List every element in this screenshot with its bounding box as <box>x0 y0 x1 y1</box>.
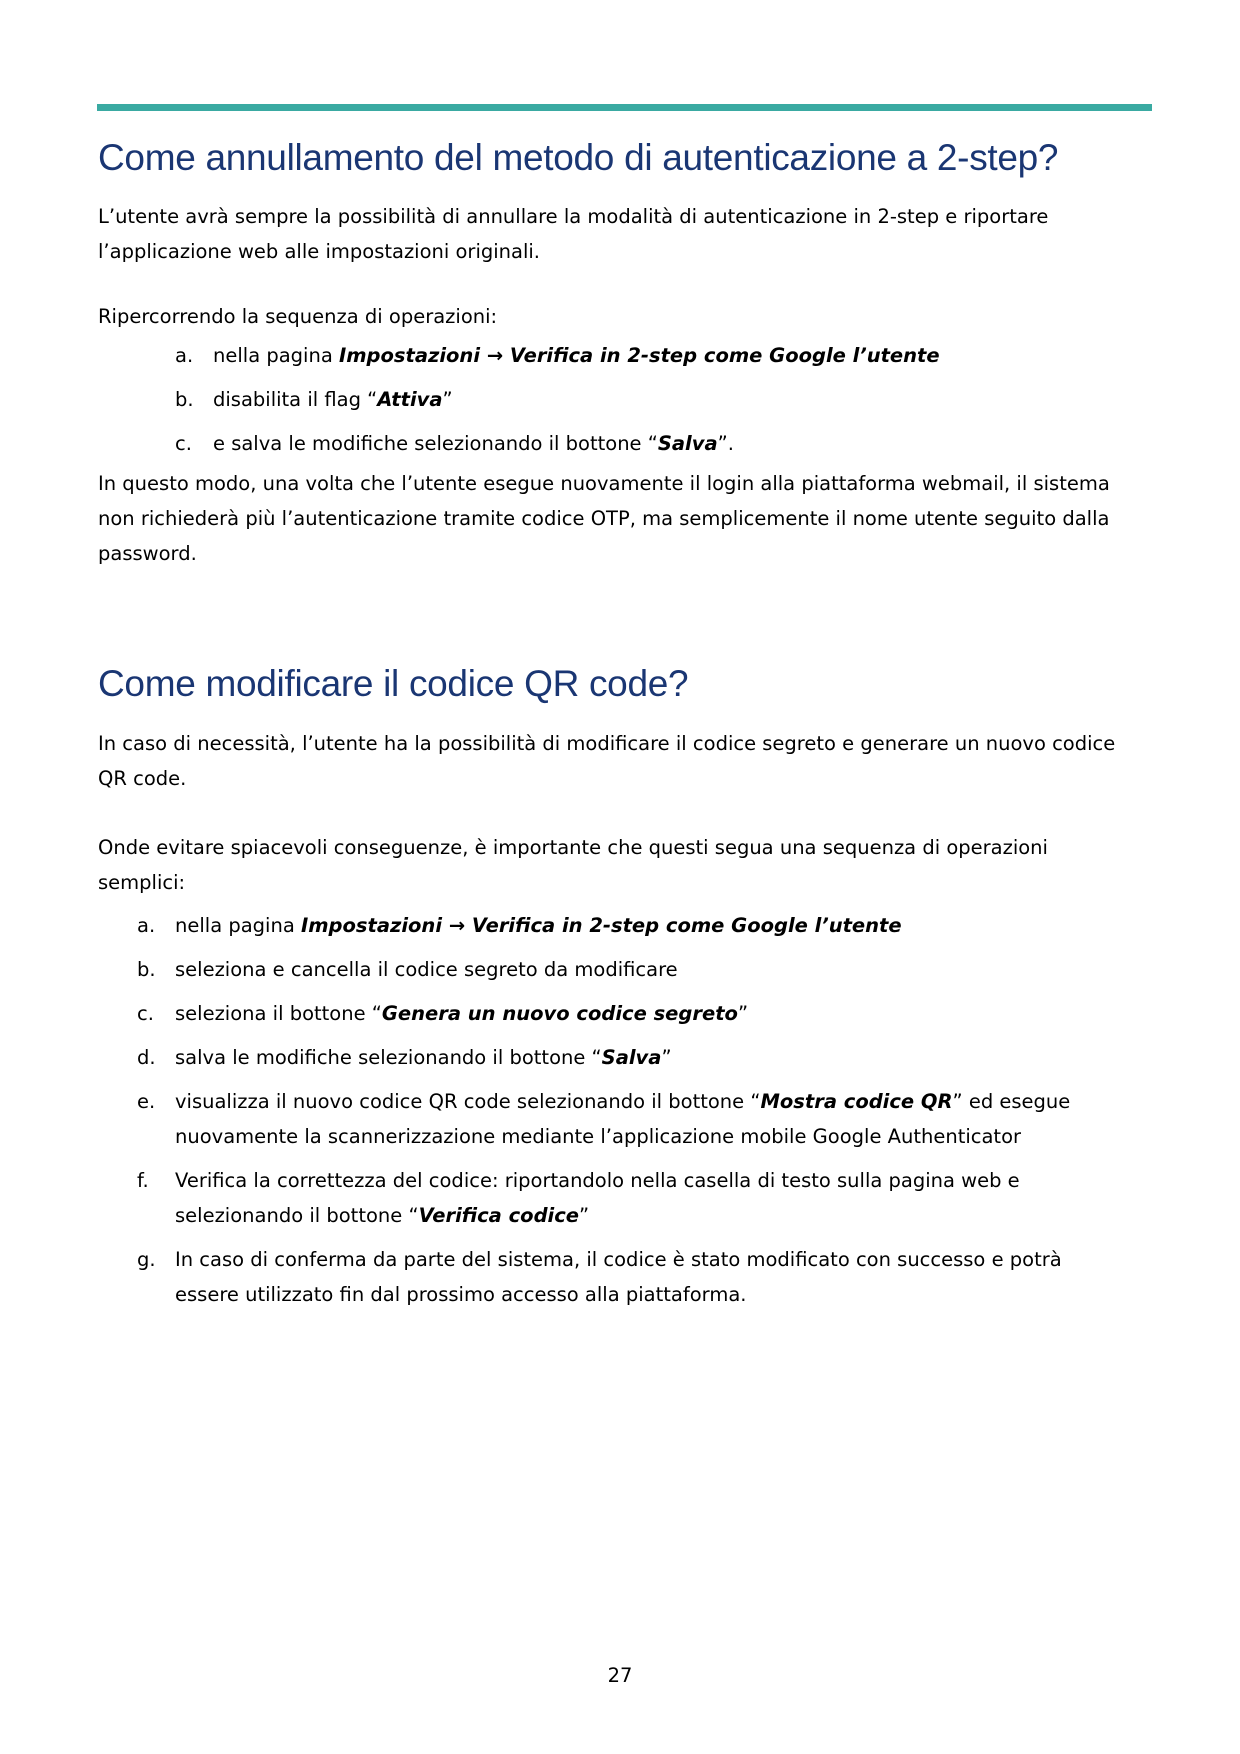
step-text: In caso di conferma da parte del sistema, il codice è stato modificato con successo e potrà essere utilizzato fin dal prossimo accesso alla piattaforma. <box>175 1247 1062 1306</box>
step-text: Verifica la correttezza del codice: riportandolo nella casella di testo sulla pagina web e selezionando il bottone “ <box>175 1168 1020 1227</box>
page-number: 27 <box>607 1664 633 1687</box>
step-emphasis: Impostazioni <box>300 913 442 937</box>
list-item <box>98 382 1128 417</box>
step-text: e salva le modifiche selezionando il bottone “ <box>213 432 658 456</box>
list-item <box>98 1242 1128 1312</box>
step-emphasis: Attiva <box>377 388 443 412</box>
step-emphasis: Impostazioni <box>338 344 480 368</box>
list-marker: a. <box>137 913 156 937</box>
step-emphasis: Genera un nuovo codice segreto <box>381 1001 738 1025</box>
step-emphasis: Salva <box>657 432 718 456</box>
step-text: ”. <box>717 432 734 456</box>
section2-heading: Come modificare il codice QR code? <box>98 663 689 705</box>
arrow-right-icon: → <box>480 344 510 368</box>
list-marker: b. <box>175 388 194 412</box>
step-text: ” <box>661 1045 672 1069</box>
step-text: nella pagina <box>175 913 301 937</box>
step-text: salva le modifiche selezionando il bottone “ <box>175 1045 602 1069</box>
step-text: disabilita il flag “ <box>213 388 378 412</box>
step-text: seleziona il bottone “ <box>175 1001 382 1025</box>
step-text: nella pagina <box>213 344 339 368</box>
list-item <box>98 426 1128 461</box>
section1-heading: Come annullamento del metodo di autenticazione a 2-step? <box>98 137 1059 178</box>
step-emphasis: Verifica in 2-step come Google l’utente <box>471 913 902 937</box>
step-emphasis: Verifica codice <box>418 1203 579 1227</box>
list-item <box>98 1163 1128 1233</box>
arrow-right-icon: → <box>442 913 472 937</box>
section1-steps <box>98 338 1128 461</box>
list-marker: a. <box>175 344 194 368</box>
list-item <box>98 1084 1128 1154</box>
list-marker: g. <box>137 1247 156 1271</box>
list-item <box>98 338 1128 373</box>
section1-lead: Ripercorrendo la sequenza di operazioni: <box>98 305 498 329</box>
step-text: visualizza il nuovo codice QR code selezionando il bottone “ <box>175 1089 761 1113</box>
list-marker: d. <box>137 1045 156 1069</box>
section2-lead: Onde evitare spiacevoli conseguenze, è importante che questi segua una sequenza di operazioni semplici: <box>98 835 1048 894</box>
step-emphasis: Mostra codice QR <box>760 1089 953 1113</box>
step-text: ” <box>737 1001 749 1025</box>
header-accent-rule <box>97 104 1152 111</box>
step-emphasis: Salva <box>601 1045 662 1069</box>
list-item <box>98 1040 1128 1075</box>
list-marker: b. <box>137 957 156 981</box>
section1-outro: In questo modo, una volta che l’utente esegue nuovamente il login alla piattaforma webmail, il sistema non richiederà più l’autenticazione tramite codice OTP, ma semplicemente il nome utente seguito dalla password. <box>98 472 1110 566</box>
section2-intro: In caso di necessità, l’utente ha la possibilità di modificare il codice segreto e generare un nuovo codice QR code. <box>98 731 1116 790</box>
page-content <box>98 136 1128 1321</box>
list-marker: e. <box>137 1089 156 1113</box>
list-item <box>98 908 1128 943</box>
list-marker: f. <box>137 1168 149 1192</box>
step-text: ” <box>442 388 453 412</box>
list-item <box>98 952 1128 987</box>
section1-intro: L’utente avrà sempre la possibilità di annullare la modalità di autenticazione in 2-step e riportare l’applicazione web alle impostazioni originali. <box>98 205 1049 264</box>
step-text: seleziona e cancella il codice segreto da modificare <box>175 957 678 981</box>
list-marker: c. <box>137 1001 154 1025</box>
list-item <box>98 996 1128 1031</box>
section2-steps <box>98 908 1128 1312</box>
step-text: ” <box>579 1203 590 1227</box>
step-text: ” ed esegue nuovamente la scannerizzazione mediante l’applicazione mobile Google Authenticator <box>175 1089 1071 1148</box>
list-marker: c. <box>175 432 192 456</box>
step-emphasis: Verifica in 2-step come Google l’utente <box>509 344 940 368</box>
